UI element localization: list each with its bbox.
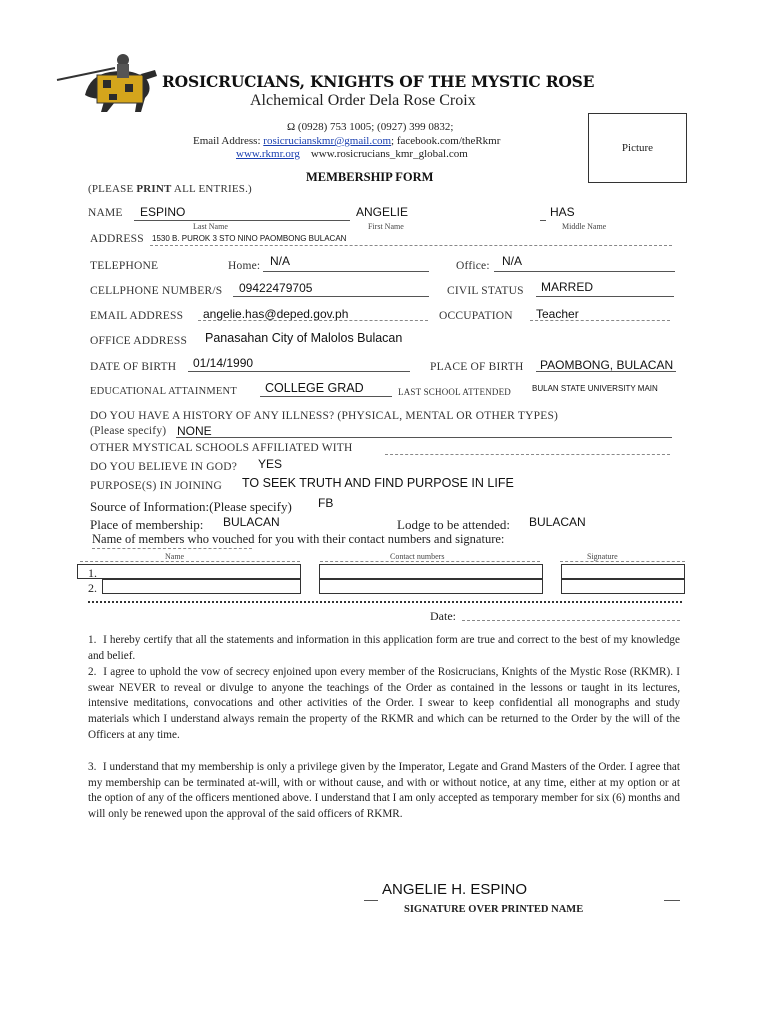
pob-label: PLACE OF BIRTH <box>430 361 524 373</box>
vouch-name-input-2[interactable] <box>102 579 301 594</box>
vouch-label: Name of members who vouched for you with their contact numbers and signature: <box>92 532 505 546</box>
org-subtitle: Alchemical Order Dela Rose Croix <box>250 92 476 109</box>
email-prefix: Email Address: <box>193 135 264 147</box>
office-label: Office: <box>456 260 490 272</box>
believe-god-label: DO YOU BELIEVE IN GOD? <box>90 461 238 473</box>
instruction-bold: PRINT <box>136 183 172 195</box>
education-field[interactable]: COLLEGE GRAD <box>265 381 364 395</box>
illness-field[interactable]: NONE <box>177 424 212 438</box>
name-label: NAME <box>88 207 123 219</box>
first-name-field[interactable]: ANGELIE <box>356 205 409 219</box>
lodge-field[interactable]: BULACAN <box>529 515 586 529</box>
office-phone-field[interactable]: N/A <box>502 254 523 268</box>
vouch-signature-input-1[interactable] <box>561 564 685 579</box>
pob-field[interactable]: PAOMBONG, BULACAN <box>540 358 674 372</box>
office-address-label: OFFICE ADDRESS <box>90 335 188 347</box>
lodge-label: Lodge to be attended: <box>397 517 510 532</box>
middle-name-caption: Middle Name <box>562 222 607 231</box>
date-field[interactable] <box>462 620 680 621</box>
home-label: Home: <box>228 260 261 272</box>
purpose-field[interactable]: TO SEEK TRUTH AND FIND PURPOSE IN LIFE <box>242 476 514 490</box>
email-field[interactable]: angelie.has@deped.gov.ph <box>203 307 349 321</box>
facebook-text: ; facebook.com/theRkmr <box>391 135 501 147</box>
global-website: www.rosicrucians_kmr_global.com <box>310 148 468 160</box>
statement-text: I agree to uphold the vow of secrecy enjoined upon every member of the Rosicrucians, Knights of the Mystic Rose (RKMR). I swear NEVER to reveal or divulge to anyone the teachings of the Order as contained in the lessons or taught in its lectures, intensive meditations, convocations and other activities of the Order. I swear to keep confidential all monographs and study materials which I understand always remain the property of the RKMR and which can be returned to the Order by the will of the Officers at any time. <box>88 666 680 741</box>
occupation-label: OCCUPATION <box>439 310 513 322</box>
statement-number: 2. <box>88 666 97 678</box>
home-phone-field[interactable]: N/A <box>270 254 291 268</box>
cellphone-label: CELLPHONE NUMBER/S <box>90 285 223 297</box>
email-line <box>193 135 500 147</box>
dob-field[interactable]: 01/14/1990 <box>193 356 254 370</box>
last-name-field[interactable]: ESPINO <box>140 205 186 219</box>
illness-specify-label: (Please specify) <box>90 425 167 437</box>
signature-caption: SIGNATURE OVER PRINTED NAME <box>404 904 584 915</box>
source-field[interactable]: FB <box>318 496 334 510</box>
picture-box[interactable] <box>588 113 687 183</box>
education-label: EDUCATIONAL ATTAINMENT <box>90 386 237 397</box>
web-line <box>236 148 468 160</box>
email-label: EMAIL ADDRESS <box>90 310 184 322</box>
last-school-label: LAST SCHOOL ATTENDED <box>398 387 512 397</box>
statement-text: I understand that my membership is only a privilege given by the Imperator, Legate and Grand Masters of the Order. I agree that my membership can be terminated at-will, with or without cause, and with or without notice, at any time, either at my option or at the option of any of the officers mentioned above. I understand that I am only accepted as temporary member for six (6) months and will only be renewed upon the approval of the said officers of RKMR. <box>88 761 681 821</box>
last-name-caption: Last Name <box>193 222 228 231</box>
statement-1 <box>88 633 680 664</box>
vouch-row-number: 2. <box>88 581 97 595</box>
instruction-post: ALL ENTRIES.) <box>171 183 252 195</box>
printed-name[interactable]: ANGELIE H. ESPINO <box>382 881 528 898</box>
date-label: Date: <box>430 609 456 623</box>
vouch-header-contact: Contact numbers <box>390 552 445 561</box>
purpose-label: PURPOSE(S) IN JOINING <box>90 480 222 492</box>
picture-label: Picture <box>621 142 654 154</box>
statement-3 <box>88 760 680 823</box>
civil-status-field[interactable]: MARRED <box>541 280 594 294</box>
statement-2 <box>88 665 680 744</box>
dob-label: DATE OF BIRTH <box>90 361 177 373</box>
statement-number: 3. <box>88 761 97 773</box>
middle-name-field[interactable]: HAS <box>550 205 575 219</box>
vouch-row-number: 1. <box>88 566 97 580</box>
statement-number: 1. <box>88 634 97 646</box>
source-label: Source of Information:(Please specify) <box>90 499 292 514</box>
address-field[interactable]: 1530 B. PUROK 3 STO NINO PAOMBONG BULACAN <box>152 234 347 243</box>
illness-question: DO YOU HAVE A HISTORY OF ANY ILLNESS? (PHYSICAL, MENTAL OR OTHER TYPES) <box>90 410 559 422</box>
other-schools-label: OTHER MYSTICAL SCHOOLS AFFILIATED WITH <box>90 442 353 454</box>
last-school-field[interactable]: BULAN STATE UNIVERSITY MAIN <box>532 384 658 393</box>
vouch-table <box>75 552 685 602</box>
office-address-field[interactable]: Panasahan City of Malolos Bulacan <box>205 331 403 345</box>
instruction-pre: (PLEASE <box>88 183 137 195</box>
place-membership-field[interactable]: BULACAN <box>223 515 280 529</box>
telephone-label: TELEPHONE <box>90 260 159 272</box>
address-label: ADDRESS <box>90 233 144 245</box>
form-title: MEMBERSHIP FORM <box>306 170 434 184</box>
vouch-signature-input-2[interactable] <box>561 579 685 594</box>
vouch-header-signature: Signature <box>587 552 618 561</box>
instruction <box>88 183 252 195</box>
org-title: ROSICRUCIANS, KNIGHTS OF THE MYSTIC ROSE <box>162 72 595 91</box>
occupation-field[interactable]: Teacher <box>536 307 579 321</box>
vouch-contact-input-2[interactable] <box>319 579 543 594</box>
statement-text: I hereby certify that all the statements and information in this application form are true and correct to the best of my knowledge and belief. <box>88 634 680 662</box>
vouch-name-input-1[interactable] <box>77 564 301 579</box>
vouch-header-name: Name <box>165 552 185 561</box>
cellphone-field[interactable]: 09422479705 <box>239 281 313 295</box>
civil-status-label: CIVIL STATUS <box>447 285 524 297</box>
org-email-link[interactable]: rosicrucianskmr@gmail.com <box>263 135 392 147</box>
believe-god-field[interactable]: YES <box>258 457 283 471</box>
knight-logo <box>55 50 160 115</box>
vouch-contact-input-1[interactable] <box>319 564 543 579</box>
place-membership-label: Place of membership: <box>90 517 204 532</box>
website-link[interactable]: www.rkmr.org <box>236 148 300 160</box>
table-divider <box>88 601 682 603</box>
first-name-caption: First Name <box>368 222 404 231</box>
phone-numbers: Ω (0928) 753 1005; (0927) 399 0832; <box>287 121 454 133</box>
